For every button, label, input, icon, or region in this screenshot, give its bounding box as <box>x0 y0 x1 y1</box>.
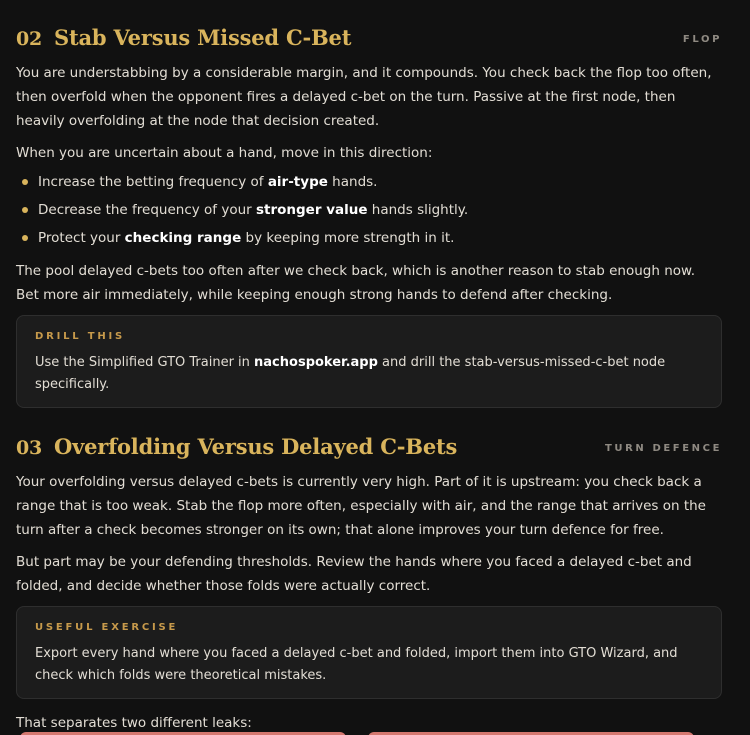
section-title-text: Overfolding Versus Delayed C-Bets <box>54 434 458 459</box>
list-item-text: hands slightly. <box>367 202 469 218</box>
callout-text <box>35 352 703 396</box>
section-tag: TURN DEFENCE <box>604 443 722 454</box>
lead-paragraph: When you are uncertain about a hand, move in this direction: <box>16 145 433 161</box>
section-header <box>16 435 722 464</box>
callout-text: Export every hand where you faced a delayed c-bet and folded, import them into GTO Wizard, and check which folds were theoretical mistakes. <box>35 646 678 683</box>
list-item-emphasis: checking range <box>124 230 242 246</box>
section-title <box>16 435 457 460</box>
section-title-text: Stab Versus Missed C-Bet <box>54 25 352 50</box>
closing-paragraph: That separates two different leaks: <box>16 715 252 731</box>
intro-paragraph: You are understabbing by a considerable margin, and it compounds. You check back the flop too often, then overfold when the opponent fires a delayed c-bet on the turn. Passive at the first node, then heavily overfolding at the node that decision created. <box>16 65 712 129</box>
section-header <box>16 26 722 55</box>
body-paragraph: But part may be your defending thresholds. Review the hands where you faced a delayed c-bet and folded, and decide whether those folds were actually correct. <box>16 554 692 594</box>
list-item <box>38 170 722 194</box>
callout-label: USEFUL EXERCISE <box>35 622 179 633</box>
advice-list <box>16 170 722 250</box>
list-item-text: by keeping more strength in it. <box>241 230 455 246</box>
list-item-emphasis: air-type <box>267 174 328 190</box>
section-number: 02 <box>16 28 43 50</box>
section-number: 03 <box>16 437 43 459</box>
section-tag: FLOP <box>682 34 722 45</box>
callout-label: DRILL THIS <box>35 331 126 342</box>
closing-paragraph: The pool delayed c-bets too often after we check back, which is another reason to stab enough now. Bet more air immediately, while keeping enough strong hands to defend after checking. <box>16 263 696 303</box>
bullet-icon <box>22 207 28 213</box>
callout-text-part: and drill the stab-versus-missed-c-bet node specifically. <box>35 355 666 392</box>
body-paragraph: Your overfolding versus delayed c-bets is currently very high. Part of it is upstream: you check back a range that is too weak. Stab the flop more often, especially with air, and the range that arrives on the turn after a check becomes stronger on its own; that alone improves your turn defence for free. <box>16 474 706 538</box>
list-item-emphasis: stronger value <box>255 202 368 218</box>
list-item <box>38 226 722 250</box>
list-item-text: Decrease the frequency of your <box>38 202 256 218</box>
list-item-text: Protect your <box>38 230 125 246</box>
list-item-text: hands. <box>327 174 378 190</box>
drill-callout <box>16 315 722 408</box>
list-item-text: Increase the betting frequency of <box>38 174 268 190</box>
app-link[interactable]: nachospoker.app <box>254 355 378 370</box>
bullet-icon <box>22 179 28 185</box>
bullet-icon <box>22 235 28 241</box>
callout-text-part: Use the Simplified GTO Trainer in <box>35 355 255 370</box>
section-overfolding-delayed-cbets <box>0 408 750 735</box>
section-title <box>16 26 351 51</box>
list-item <box>38 198 722 222</box>
exercise-callout <box>16 606 722 699</box>
